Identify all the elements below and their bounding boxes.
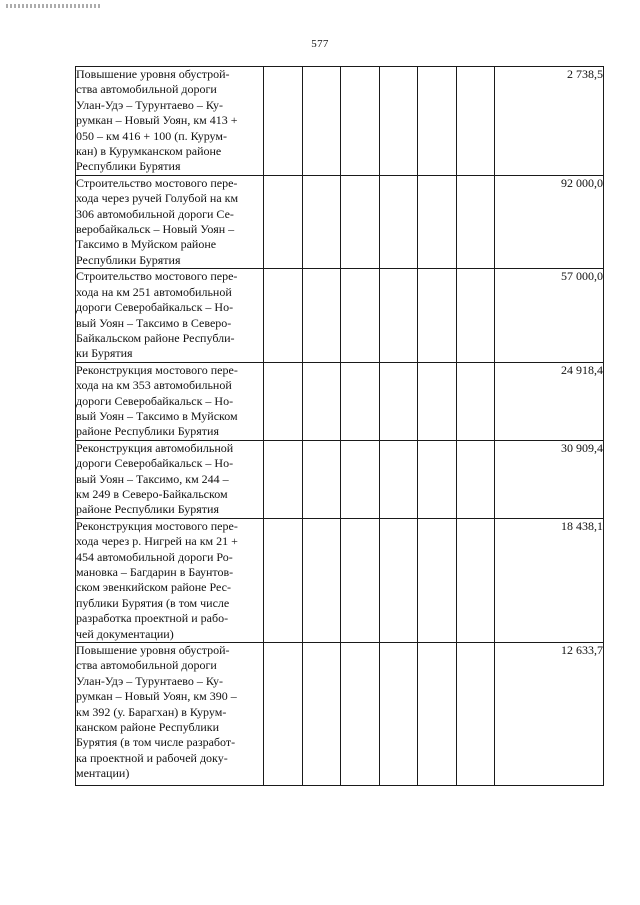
description-line: дороги Северобайкальск – Но- xyxy=(76,456,234,471)
table-row xyxy=(76,440,604,518)
description-line: ки Бурятия xyxy=(76,346,133,361)
empty-cell xyxy=(457,362,495,440)
description-line: хода через р. Нигрей на км 21 + xyxy=(76,534,238,549)
table-row xyxy=(76,175,604,268)
description-line: вый Уоян – Таксимо в Муйском xyxy=(76,408,238,423)
empty-cell xyxy=(303,518,341,642)
description-line: Таксимо в Муйском районе xyxy=(76,237,217,252)
empty-cell xyxy=(264,67,303,176)
empty-cell xyxy=(303,269,341,362)
empty-cell xyxy=(418,643,457,786)
empty-cell xyxy=(418,362,457,440)
row-amount: 57 000,0 xyxy=(495,269,604,362)
empty-cell xyxy=(303,175,341,268)
empty-cell xyxy=(418,440,457,518)
description-line: вый Уоян – Таксимо в Северо- xyxy=(76,315,232,330)
empty-cell xyxy=(341,67,380,176)
empty-cell xyxy=(303,643,341,786)
empty-cell xyxy=(264,440,303,518)
description-line: дороги Северобайкальск – Но- xyxy=(76,300,234,315)
budget-table xyxy=(75,66,604,786)
description-line: Республики Бурятия xyxy=(76,252,181,267)
description-line: Улан-Удэ – Турунтаево – Ку- xyxy=(76,97,223,112)
empty-cell xyxy=(380,67,418,176)
empty-cell xyxy=(380,518,418,642)
empty-cell xyxy=(264,175,303,268)
empty-cell xyxy=(457,269,495,362)
description-line: хода на км 353 автомобильной xyxy=(76,378,232,393)
row-description xyxy=(76,175,264,268)
empty-cell xyxy=(264,643,303,786)
empty-cell xyxy=(264,518,303,642)
empty-cell xyxy=(341,269,380,362)
description-line: км 249 в Северо-Байкальском xyxy=(76,486,228,501)
description-line: хода на км 251 автомобильной xyxy=(76,284,232,299)
empty-cell xyxy=(303,362,341,440)
page-number: 577 xyxy=(311,38,329,50)
description-line: районе Республики Бурятия xyxy=(76,424,219,439)
description-line: канском районе Республики xyxy=(76,720,220,735)
empty-cell xyxy=(264,362,303,440)
description-line: км 392 (у. Барагхан) в Курум- xyxy=(76,704,227,719)
row-amount: 24 918,4 xyxy=(495,362,604,440)
empty-cell xyxy=(457,518,495,642)
description-line: Повышение уровня обустрой- xyxy=(76,67,230,81)
empty-cell xyxy=(418,67,457,176)
row-description xyxy=(76,518,264,642)
empty-cell xyxy=(341,362,380,440)
table-body xyxy=(76,67,604,786)
description-line: румкан – Новый Уоян, км 390 – xyxy=(76,689,237,704)
description-line: 050 – км 416 + 100 (п. Курум- xyxy=(76,128,227,143)
description-line: Байкальском районе Республи- xyxy=(76,330,235,345)
table-row xyxy=(76,643,604,786)
description-line: 306 автомобильной дороги Се- xyxy=(76,206,234,221)
scan-artifact xyxy=(6,4,102,8)
description-line: Улан-Удэ – Турунтаево – Ку- xyxy=(76,673,223,688)
row-description xyxy=(76,362,264,440)
table-row xyxy=(76,67,604,176)
empty-cell xyxy=(380,175,418,268)
description-line: ском эвенкийском районе Рес- xyxy=(76,580,231,595)
empty-cell xyxy=(418,175,457,268)
empty-cell xyxy=(380,362,418,440)
empty-cell xyxy=(380,440,418,518)
description-line: 454 автомобильной дороги Ро- xyxy=(76,549,233,564)
description-line: разработка проектной и рабо- xyxy=(76,611,229,626)
description-line: кан) в Курумканском районе xyxy=(76,144,222,159)
description-line: хода через ручей Голубой на км xyxy=(76,191,239,206)
table-row xyxy=(76,269,604,362)
description-line: Строительство мостового пере- xyxy=(76,175,238,190)
empty-cell xyxy=(457,440,495,518)
description-line: ка проектной и рабочей доку- xyxy=(76,750,228,765)
empty-cell xyxy=(380,643,418,786)
row-description xyxy=(76,643,264,786)
description-line: Повышение уровня обустрой- xyxy=(76,643,230,658)
empty-cell xyxy=(457,643,495,786)
description-line: вый Уоян – Таксимо, км 244 – xyxy=(76,471,229,486)
description-line: румкан – Новый Уоян, км 413 + xyxy=(76,113,238,128)
description-line: ства автомобильной дороги xyxy=(76,658,217,673)
description-line: дороги Северобайкальск – Но- xyxy=(76,393,234,408)
description-line: публики Бурятия (в том числе xyxy=(76,595,230,610)
description-line: веробайкальск – Новый Уоян – xyxy=(76,222,235,237)
description-line: Строительство мостового пере- xyxy=(76,269,238,284)
empty-cell xyxy=(457,67,495,176)
empty-cell xyxy=(303,440,341,518)
description-line: Реконструкция мостового пере- xyxy=(76,518,238,533)
description-line: мановка – Багдарин в Баунтов- xyxy=(76,565,234,579)
row-amount: 12 633,7 xyxy=(495,643,604,786)
row-amount: 18 438,1 xyxy=(495,518,604,642)
description-line: чей документации) xyxy=(76,626,174,641)
empty-cell xyxy=(380,269,418,362)
empty-cell xyxy=(264,269,303,362)
empty-cell xyxy=(457,175,495,268)
empty-cell xyxy=(341,440,380,518)
table-row xyxy=(76,362,604,440)
description-line: Бурятия (в том числе разработ- xyxy=(76,735,236,750)
empty-cell xyxy=(418,518,457,642)
empty-cell xyxy=(341,643,380,786)
description-line: Республики Бурятия xyxy=(76,159,181,174)
description-line: ства автомобильной дороги xyxy=(76,82,217,97)
description-line: Реконструкция мостового пере- xyxy=(76,362,238,377)
empty-cell xyxy=(341,175,380,268)
empty-cell xyxy=(341,518,380,642)
description-line: районе Республики Бурятия xyxy=(76,502,219,517)
table-row xyxy=(76,518,604,642)
row-amount: 2 738,5 xyxy=(495,67,604,176)
row-description xyxy=(76,440,264,518)
row-description xyxy=(76,67,264,176)
row-description xyxy=(76,269,264,362)
description-line: ментации) xyxy=(76,766,130,781)
row-amount: 92 000,0 xyxy=(495,175,604,268)
empty-cell xyxy=(303,67,341,176)
description-line: Реконструкция автомобильной xyxy=(76,440,234,455)
row-amount: 30 909,4 xyxy=(495,440,604,518)
empty-cell xyxy=(418,269,457,362)
